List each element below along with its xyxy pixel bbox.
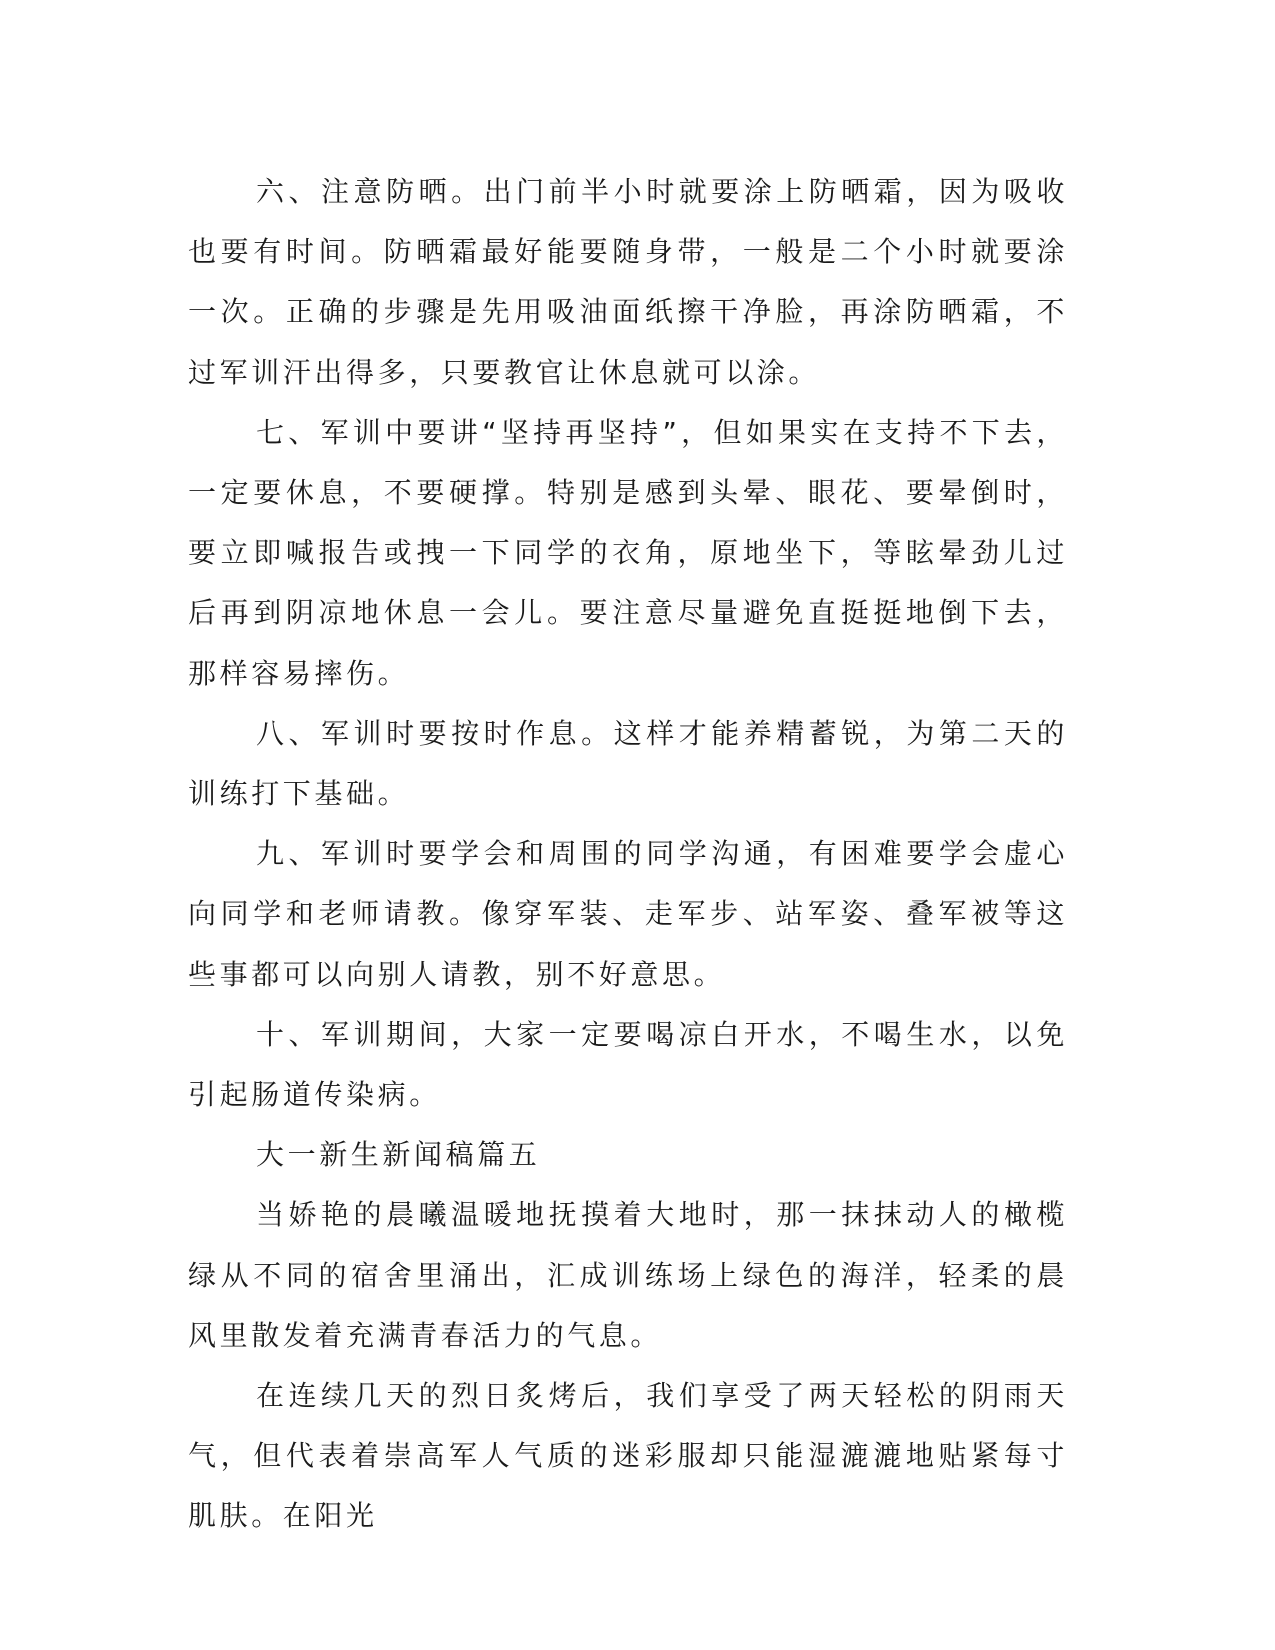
paragraph-tip-eight: 八、军训时要按时作息。这样才能养精蓄锐，为第二天的训练打下基础。	[188, 716, 1068, 811]
paragraph-tip-nine: 九、军训时要学会和周围的同学沟通，有困难要学会虚心向同学和老师请教。像穿军装、走军步、站军姿、叠军被等这些事都可以向别人请教，别不好意思。	[188, 837, 1068, 991]
section-heading: 大一新生新闻稿篇五	[256, 1138, 541, 1172]
document-body	[188, 162, 1068, 1547]
paragraph-tip-seven: 七、军训中要讲“坚持再坚持”，但如果实在支持不下去，一定要休息，不要硬撑。特别是感到头晕、眼花、要晕倒时，要立即喊报告或拽一下同学的衣角，原地坐下，等眩晕劲儿过后再到阴凉地休息一会儿。要注意尽量避免直挺挺地倒下去，那样容易摔伤。	[188, 415, 1068, 690]
paragraph-tip-ten: 十、军训期间，大家一定要喝凉白开水，不喝生水，以免引起肠道传染病。	[188, 1017, 1068, 1112]
paragraph-morning: 当娇艳的晨曦温暖地抚摸着大地时，那一抹抹动人的橄榄绿从不同的宿舍里涌出，汇成训练场上绿色的海洋，轻柔的晨风里散发着充满青春活力的气息。	[188, 1198, 1068, 1352]
paragraph-tip-six: 六、注意防晒。出门前半小时就要涂上防晒霜，因为吸收也要有时间。防晒霜最好能要随身带，一般是二个小时就要涂一次。正确的步骤是先用吸油面纸擦干净脸，再涂防晒霜，不过军训汗出得多，只要教官让休息就可以涂。	[188, 175, 1068, 389]
paragraph-rainy-days: 在连续几天的烈日炙烤后，我们享受了两天轻松的阴雨天气，但代表着崇高军人气质的迷彩服却只能湿漉漉地贴紧每寸肌肤。在阳光	[188, 1379, 1068, 1533]
